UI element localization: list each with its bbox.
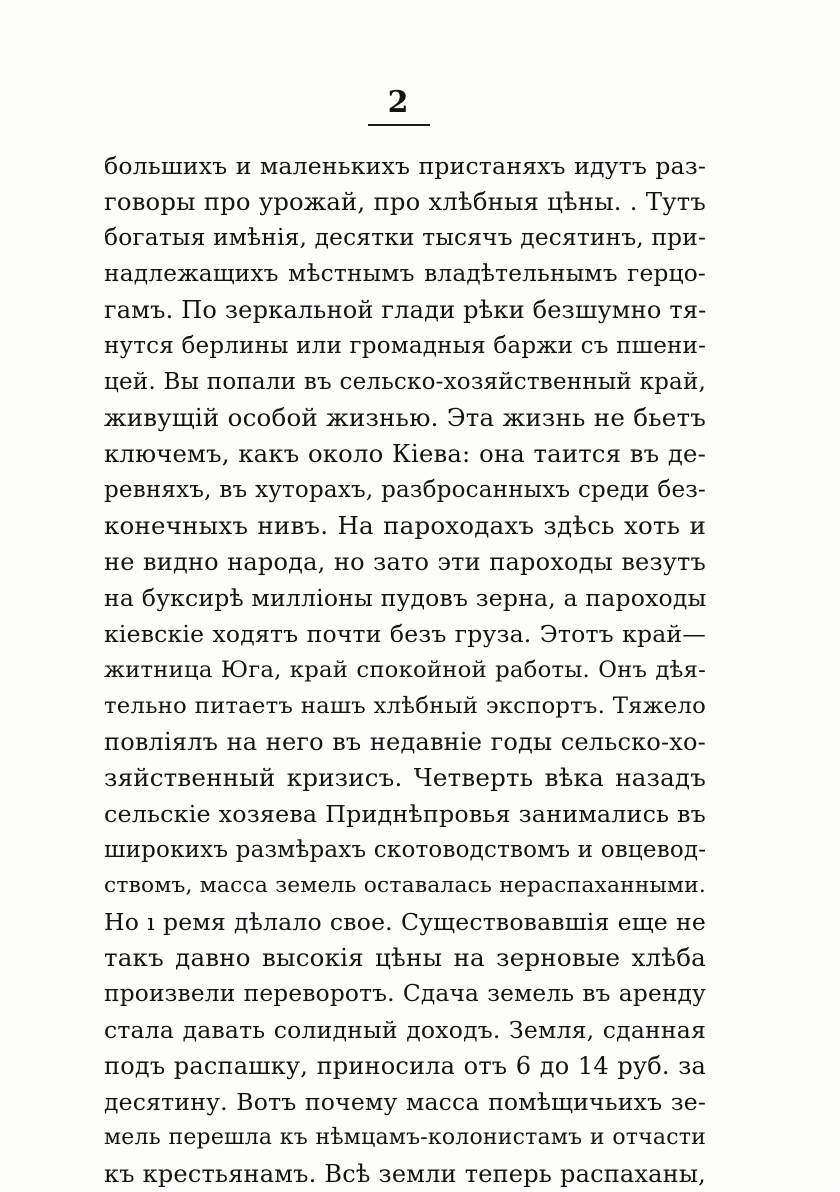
text-line: подъ распашку, приносила отъ 6 до 14 руб. за bbox=[104, 1052, 706, 1080]
page-number-rule bbox=[368, 124, 430, 126]
text-line: нутся берлины или громадныя баржи съ пшени- bbox=[104, 333, 706, 359]
text-line: кіевскіе ходятъ почти безъ груза. Этотъ край— bbox=[104, 620, 706, 648]
text-line: не видно народа, но зато эти пароходы везутъ bbox=[104, 548, 706, 576]
text-line: говоры про урожай, про хлѣбныя цѣны. . Тутъ bbox=[104, 187, 706, 216]
text-line: широкихъ размѣрахъ скотоводствомъ и овцевод- bbox=[104, 837, 706, 863]
text-line: стала давать солидный доходъ. Земля, сданная bbox=[104, 1016, 706, 1044]
text-line: на буксирѣ милліоны пудовъ зерна, а пароходы bbox=[104, 584, 706, 612]
text-line: зяйственный кризисъ. Четверть вѣка назадъ bbox=[104, 763, 706, 792]
page-number: 2 bbox=[387, 85, 409, 120]
text-line: житница Юга, край спокойной работы. Онъ дѣя- bbox=[104, 657, 706, 683]
text-line: сельскіе хозяева Приднѣпровья занимались въ bbox=[104, 800, 706, 828]
text-line: десятину. Вотъ почему масса помѣщичьихъ зе- bbox=[104, 1088, 706, 1116]
body-text bbox=[104, 148, 706, 1192]
text-line: Но ı ремя дѣлало свое. Существовавшія еще не bbox=[104, 908, 706, 936]
text-line: большихъ и маленькихъ пристаняхъ идутъ раз- bbox=[104, 152, 706, 180]
text-line: мель перешла къ нѣмцамъ-колонистамъ и отчасти bbox=[104, 1125, 706, 1150]
text-line: гамъ. По зеркальной глади рѣки безшумно тя- bbox=[104, 296, 706, 324]
text-line: богатыя имѣнія, десятки тысячъ десятинъ, при- bbox=[104, 224, 706, 251]
text-line: къ крестьянамъ. Всѣ земли теперь распаханы, bbox=[104, 1160, 706, 1188]
text-line: живущій особой жизнью. Эта жизнь не бьетъ bbox=[104, 403, 706, 432]
text-line: конечныхъ нивъ. На пароходахъ здѣсь хоть и bbox=[104, 511, 706, 540]
text-line: произвели переворотъ. Сдача земель въ аренду bbox=[104, 980, 706, 1007]
text-line: цей. Вы попали въ сельско-хозяйственный край, bbox=[104, 369, 706, 395]
text-line: ствомъ, масса земель оставалась нераспаханными. bbox=[104, 873, 706, 898]
text-line: повліялъ на него въ недавніе годы сельско-хо- bbox=[104, 728, 706, 756]
text-line: такъ давно высокія цѣны на зерновые хлѣба bbox=[104, 943, 706, 972]
text-line: тельно питаетъ нашъ хлѣбный экспортъ. Тяжело bbox=[104, 693, 706, 719]
text-line: ключемъ, какъ около Кіева: она таится въ де- bbox=[104, 439, 706, 468]
text-line: надлежащихъ мѣстнымъ владѣтельнымъ герцо- bbox=[104, 260, 706, 287]
text-line: ревняхъ, въ хуторахъ, разбросанныхъ среди без- bbox=[104, 477, 706, 503]
